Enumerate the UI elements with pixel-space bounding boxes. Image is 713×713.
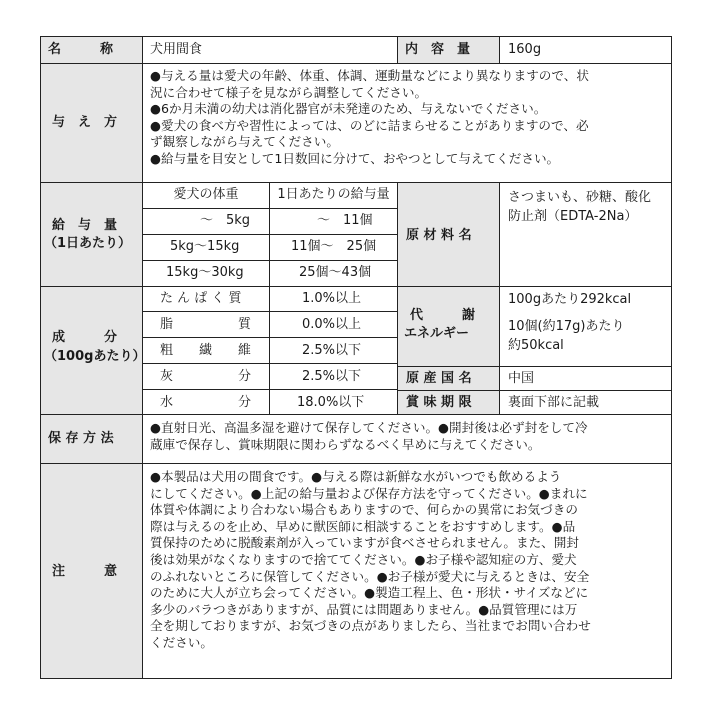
feeding-method-label: 与 え 方 (52, 115, 118, 130)
text-line: 体質や体調により合わない場合もありますので、何らかの異常にお気づきの (150, 502, 578, 518)
text-line: 況に合わせて様子を見ながら調整してください。 (150, 84, 428, 100)
text-line: 質保持のために脱酸素剤が入っていますが食べさせられません。また、開封 (150, 535, 579, 551)
amount-cell: 〜 11個 (317, 213, 373, 228)
origin-value: 中国 (508, 371, 535, 386)
text-line: ください。 (150, 634, 213, 650)
weight-cell: 〜 5kg (200, 213, 251, 228)
nutrient-name: 脂 質 (160, 317, 252, 332)
content-value: 160g (508, 42, 542, 57)
storage-text (150, 420, 670, 453)
row-divider (40, 414, 672, 415)
nutrient-value: 2.5%以下 (302, 369, 362, 384)
nutrients-label: 成 分 (52, 330, 118, 345)
nutrient-name: 灰 分 (160, 369, 252, 384)
ingredients-line: さつまいも、砂糖、酸化 (508, 190, 652, 205)
text-line: 後は効果がなくなりますので捨ててください。●お子様や認知症の方、愛犬 (150, 551, 577, 567)
row-divider (40, 63, 672, 64)
row-divider (397, 366, 672, 367)
label-bg (41, 182, 142, 286)
energy-value: 10個(約17g)あたり (508, 319, 625, 334)
row-divider (397, 390, 672, 391)
text-line: ●与える量は愛犬の年齢、体重、体調、運動量などにより異なりますので、状 (150, 68, 589, 83)
text-line: ●給与量を目安として1日数回に分けて、おやつとして与えてください。 (150, 150, 560, 166)
nutrient-name: 粗 繊 維 (160, 343, 252, 358)
text-line: ●6か月未満の幼犬は消化器官が未発達のため、与えないでください。 (150, 101, 547, 117)
energy-label: 代 謝 (410, 308, 476, 323)
text-line: 蔵庫で保存し、賞味期限に関わらずなるべく早めに与えてください。 (150, 436, 541, 452)
energy-value: 100gあたり292kcal (508, 292, 632, 307)
name-label: 名 称 (48, 42, 114, 57)
row-divider (40, 286, 672, 287)
col-divider (397, 37, 398, 63)
nutrient-value: 2.5%以下 (302, 343, 362, 358)
ingredients-line: 防止剤（EDTA-2Na） (508, 209, 638, 224)
text-line: のふれないところに保管してください。●お子様が愛犬に与えるときは、安全 (150, 568, 590, 584)
amount-column-header: 1日あたりの給与量 (277, 187, 390, 202)
amount-cell: 25個〜43個 (299, 265, 372, 280)
nutrient-name: 水 分 (160, 395, 252, 410)
origin-label: 原 産 国 名 (406, 371, 472, 386)
text-line: にしてください。●上記の給与量および保存方法を守ってください。●まれに (150, 485, 588, 501)
feeding-amount-sublabel: （1日あたり） (44, 236, 132, 251)
text-line: 際は与えるのを止め、早めに獣医師に相談することをおすすめします。●品 (150, 518, 576, 534)
text-line: ●愛犬の食べ方や習性によっては、のどに詰まらせることがありますので、必 (150, 117, 589, 133)
text-line: ず観察しながら与えてください。 (150, 134, 339, 150)
energy-value: 約50kcal (508, 338, 564, 353)
caution-text (150, 469, 670, 652)
expiry-value: 裏面下部に記載 (508, 395, 600, 410)
name-value: 犬用間食 (150, 42, 203, 57)
text-line: ●本製品は犬用の間食です。●与える際は新鮮な水がいつでも飲めるよう (150, 469, 562, 484)
row-divider (40, 463, 672, 464)
col-divider (269, 182, 270, 414)
amount-cell: 11個〜 25個 (291, 239, 377, 254)
col-divider (397, 182, 398, 414)
caution-label: 注 意 (52, 564, 118, 579)
expiry-label: 賞 味 期 限 (406, 395, 472, 410)
weight-cell: 15kg〜30kg (166, 265, 244, 280)
col-divider (499, 37, 500, 63)
nutrient-name: た ん ぱ く 質 (160, 291, 242, 306)
row-divider (40, 182, 672, 183)
energy-label: エネルギー (404, 326, 470, 341)
nutrient-value: 1.0%以上 (302, 291, 362, 306)
nutrients-sublabel: （100gあたり） (44, 349, 146, 364)
feeding-amount-label: 給 与 量 (52, 218, 118, 233)
text-line: のために大人が立ち会ってください。●製造工程上、色・形状・サイズなどに (150, 585, 589, 601)
content-label: 内 容 量 (405, 42, 471, 57)
text-line: 多少のバラつきがありますが、品質には問題ありません。●品質管理には万 (150, 601, 578, 617)
nutrient-value: 18.0%以下 (297, 395, 365, 410)
weight-column-header: 愛犬の体重 (173, 187, 239, 202)
storage-label: 保 存 方 法 (48, 431, 114, 446)
ingredients-label: 原 材 料 名 (406, 228, 472, 243)
text-line: ●直射日光、高温多湿を避けて保存してください。●開封後は必ず封をして冷 (150, 420, 588, 435)
nutrient-value: 0.0%以上 (302, 317, 362, 332)
col-divider (499, 182, 500, 414)
text-line: 全を期しておりますが、お気づきの点がありましたら、当社までお問い合わせ (150, 618, 591, 634)
feeding-method-text (150, 68, 670, 168)
weight-cell: 5kg〜15kg (170, 239, 240, 254)
